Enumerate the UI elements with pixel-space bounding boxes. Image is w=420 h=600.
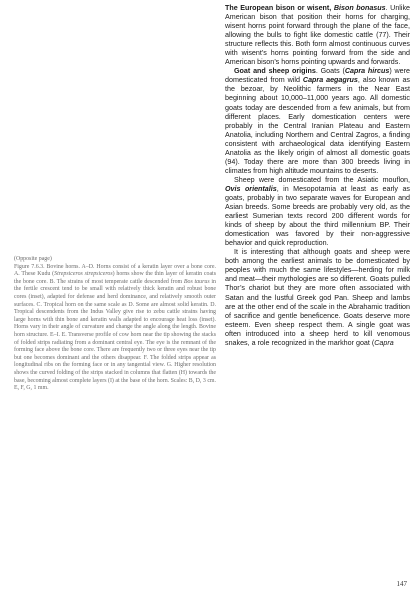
figure-label: Figure 7.6.3. (14, 263, 45, 270)
paragraph-sheep: Sheep were domesticated from the Asiatic mouflon, Ovis orientalis, in Mesopotamia at least as early as goats, probably in two separate waves for European and Asian breeds. Some breeds are probably very old, as the earliest Sumerian texts record 200 different words for kinds of sheep by about the third millennium BP. Their domestication was favored by their non-aggressive behavior and quick reproduction. (225, 175, 410, 248)
species-name: Strepsiceros strepsiceros (54, 271, 113, 278)
species-name: Bison bonasus (333, 4, 386, 12)
paragraph-mythology: It is interesting that although goats and sheep were both among the earliest animals to be domesticated by peoples with much the same lifestyles—herding for milk and meat—their mythologies are so different. Goats pulled Thor’s chariot but they are more often associated with Satan and the lustful Greek god Pan. Sheep and lambs are at the other end of the scale in the Abrahamic tradition of sacrifice and gentle beneficence. Goats deserve more esteem. Even sheep respect them. A single goat was often introduced into a sheep herd to kill venomous snakes, a role recognized in the markhor goat (Capra (225, 248, 410, 347)
paragraph-goat-origins: Goat and sheep origins. Goats (Capra hircus) were domesticated from wild Capra aegagrus, also known as the bezoar, by Neolithic farmers in the Near East beginning about 10,000–11,000 years ago. All domestic goats today are descended from a few animals, but from different places. Early domestication centers were probably in the Central Iranian Plateau and Eastern Anatolia, including Northern and Central Zagros, a finding consistent with archaeological data identifying Eastern Anatolia as the likely origin of almost all domestic goats (94). Today there are more than 300 breeds living in climates from high altitude mountains to deserts. (225, 67, 411, 175)
species-name: Ovis orientalis (225, 184, 277, 193)
section-heading: Goat and sheep origins (234, 67, 316, 76)
section-heading: The European bison or wisent, (225, 4, 334, 12)
species-name: Bos taurus (183, 278, 210, 285)
caption-body: Figure 7.6.3. Bovine horns. A–D. Horns consist of a keratin layer over a bone core. A. These Kudu (Strepsiceros strepsiceros) horns show the thin layer of keratin coats the bone core. B. The strains of most temperate cattle descended from Bos taurus in the fertile crescent tend to be small with relatively thick keratin and robust bone cores (inset), adapted for defense and herd dominance, and relatively smooth outer surfaces. C. Tropical horn on the same scale as D. Some are almost solid keratin. D. Tropical descendents from the Indus Valley give rise to zebu cattle strains having large horns with thin bone and keratin walls adapted to encourage heat loss (inset). Horns vary in their angle of curvature and change the angle along the length. Bovine horn structure. E–I. E. Transverse profile of cow horn near the tip showing the stacks of folded strips radiating from a dominant central eye. The eye is the remnant of the forming face above the bone core. There are frequently two or three eyes near the tip but one becomes dominant and the others disappear. F. The folded strips appear as longitudinal ribs on the forming face or in any tangential view. G. Higher resolution shows the curved folding of the strips stacked in columns that flatten (H) towards the base, becoming almost complete layers (I) at the base of the horn. Scales: B, D, 3 cm. E, F, G, 1 mm. (14, 263, 217, 392)
page-number: 147 (396, 580, 407, 588)
opposite-page-note: (Opposite page) (14, 256, 52, 262)
species-name: Capra hircus (344, 67, 390, 76)
species-name: Capra (374, 338, 394, 347)
species-name: Capra aegagrus (302, 76, 358, 85)
figure-caption (14, 256, 216, 393)
paragraph-bison: The European bison or wisent, Bison bonasus. Unlike American bison that position their horns for charging, wisent horns point forward through the plane of the face, allowing the bulls to fight like domestic cattle (77). Their structure reflects this. Both form almost continuous curves with wisent’s horns pointing forward from the side and American bison’s horns pointing upwards and forwards. (225, 4, 411, 67)
main-text-column (225, 4, 410, 348)
